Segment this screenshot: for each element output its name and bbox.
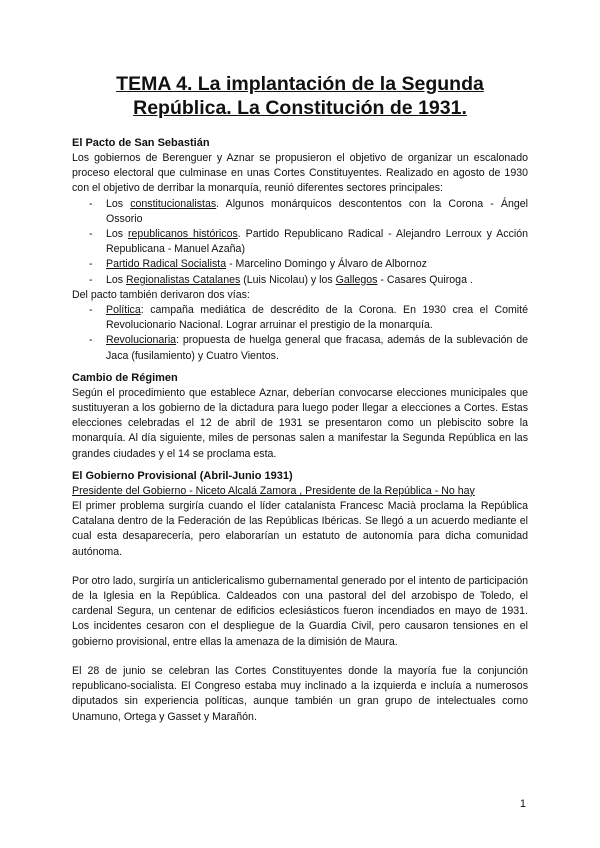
cambio-text: Según el procedimiento que establece Aznar, deberían convocarse elecciones municipales que sustituyeran a los gobierno de la dictadura para luego poder llegar a elecciones a Cortes. Estas elecciones celebradas el 12 de abril de 1931 se presentaron como un plebiscito sobre la monarquía. Al día siguiente, miles de personas salen a manifestar la Segunda República en las grandes ciudades y el 14 se proclama esta. <box>72 386 528 460</box>
gobierno-paragraph-3: El 28 de junio se celebran las Cortes Constituyentes donde la mayoría fue la conjunción republicano-socialista. El Congreso estaba muy inclinado a la izquierda e incluía a numerosos diputados sin experiencia políticas, aunque también un gran grupo de intelectuales como Unamuno, Ortega y Gasset y Marañón. <box>72 664 528 723</box>
title-line-1: TEMA 4. La implantación de la Segunda <box>116 73 484 95</box>
section-heading-gobierno: El Gobierno Provisional (Abril-Junio 1931) <box>72 469 293 482</box>
page-title <box>72 72 528 120</box>
list-item: - Política: campaña mediática de descrédito de la Corona. En 1930 crea el Comité Revolucionario Nacional. Lograr arruinar el prestigio de la monarquía. <box>72 303 528 333</box>
list-item: - Los republicanos históricos. Partido Republicano Radical - Alejandro Lerroux y Acción Republicana - Manuel Azaña) <box>72 227 528 257</box>
document-page <box>72 72 528 725</box>
vias-intro: Del pacto también derivaron dos vías: <box>72 288 250 301</box>
page-number: 1 <box>519 798 526 810</box>
list-item: - Los Regionalistas Catalanes (Luis Nicolau) y los Gallegos - Casares Quiroga . <box>72 273 528 288</box>
gobierno-subtitle: Presidente del Gobierno - Niceto Alcalá Zamora , Presidente de la República - No hay <box>72 484 475 497</box>
vias-list <box>72 303 528 364</box>
title-line-2: República. La Constitución de 1931. <box>133 97 467 119</box>
gobierno-paragraph-1: El primer problema surgiría cuando el líder catalanista Francesc Macià proclama la República Catalana dentro de la Federación de las Repúblicas Ibéricas. Se llegó a un acuerdo mediante el cual esta desaparecería, pero elaborarían un estatuto de autonomía para dicha comunidad autónoma. <box>72 500 528 558</box>
pacto-intro: Los gobiernos de Berenguer y Aznar se propusieron el objetivo de organizar un escalonado proceso electoral que culminase en unas Cortes Constituyentes. Realizado en agosto de 1930 con el objetivo de derribar la monarquía, reunió diferentes sectores principales: <box>72 152 528 195</box>
list-item: - Partido Radical Socialista - Marcelino Domingo y Álvaro de Albornoz <box>72 257 528 272</box>
section-heading-cambio: Cambio de Régimen <box>72 371 178 384</box>
section-heading-pacto: El Pacto de San Sebastián <box>72 137 210 149</box>
pacto-sectors-list <box>72 197 528 288</box>
gobierno-paragraph-2: Por otro lado, surgiría un anticlericalismo gubernamental generado por el intento de participación de la Iglesia en la República. Caldeados con una pastoral del del arzobispo de Toledo, el cardenal Segura, un centenar de edificios eclesiásticos fueron incendiados en mayo de 1931. Los incidentes cesaron con el despliegue de la Guardia Civil, pero causaron tensiones en el gobierno provisional, entre ellas la amenaza de la dimisión de Maura. <box>72 574 528 648</box>
list-item: - Revolucionaria: propuesta de huelga general que fracasa, además de la sublevación de Jaca (fusilamiento) y Cuatro Vientos. <box>72 333 528 363</box>
list-item: - Los constitucionalistas. Algunos monárquicos descontentos con la Corona - Ángel Ossorio <box>72 197 528 227</box>
